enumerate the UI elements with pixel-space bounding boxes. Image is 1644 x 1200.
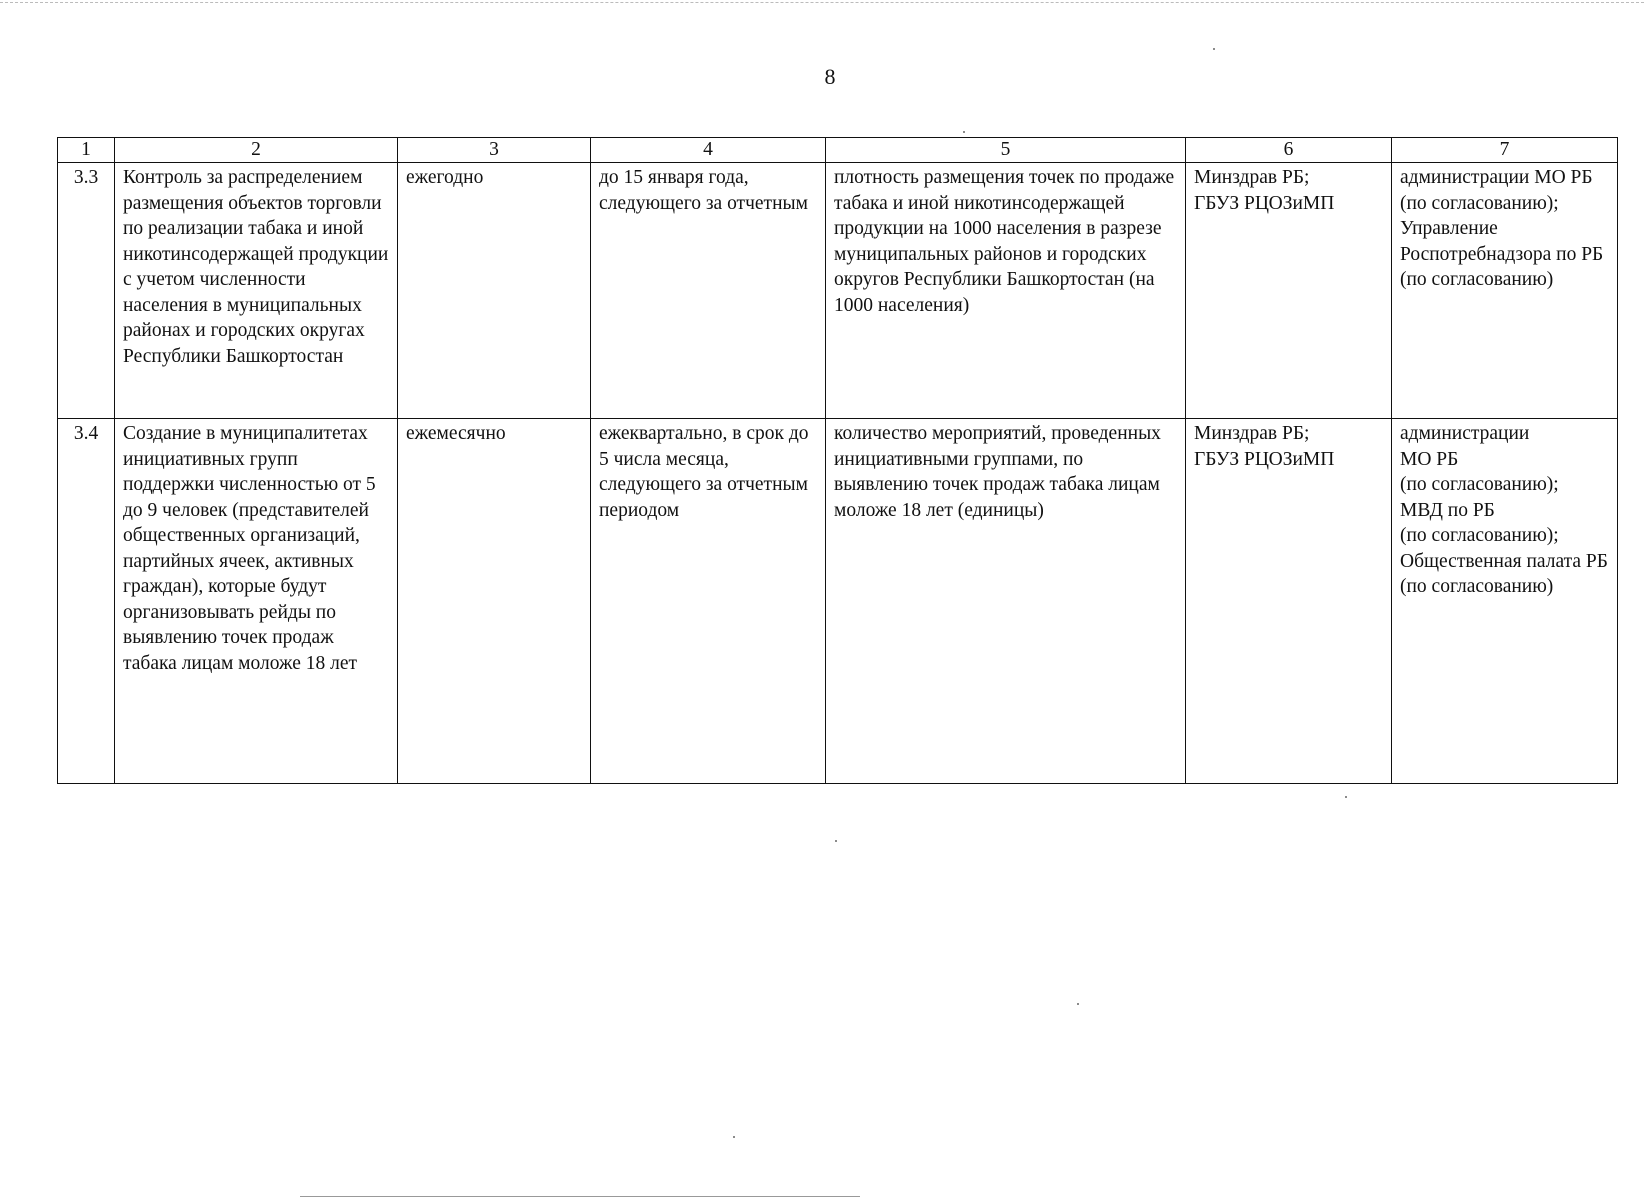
measures-table — [57, 137, 1618, 784]
indicator-cell: плотность размещения точек по продаже табака и иной никотинсодержащей продукции на 1000 населения в разрезе муниципальных районов и городских округов Республики Башкортостан (на 1000 населения) — [826, 163, 1186, 419]
activity-cell: Создание в муниципалитетах инициативных групп поддержки численностью от 5 до 9 человек (представителей общественных организаций, партийных ячеек, активных граждан), которые будут организовывать рейды по выявлению точек продаж табака лицам моложе 18 лет — [115, 419, 398, 784]
executors-cell: Минздрав РБ; ГБУЗ РЦОЗиМП — [1186, 419, 1392, 784]
scan-bottom-edge — [300, 1196, 860, 1197]
column-header-3: 3 — [398, 138, 591, 163]
deadline-cell: до 15 января года, следующего за отчетным — [591, 163, 826, 419]
scan-speck — [1213, 48, 1215, 50]
column-header-5: 5 — [826, 138, 1186, 163]
coexecutors-cell: администрации МО РБ (по согласованию); Управление Роспотребнадзора по РБ (по согласованию) — [1392, 163, 1618, 419]
scan-speck — [733, 1136, 735, 1138]
scan-speck — [835, 840, 837, 842]
row-number-cell: 3.4 — [58, 419, 115, 784]
scan-speck — [1345, 796, 1347, 798]
table-row — [58, 419, 1618, 784]
scan-speck — [963, 131, 965, 133]
column-header-4: 4 — [591, 138, 826, 163]
column-header-1: 1 — [58, 138, 115, 163]
activity-cell: Контроль за распределением размещения объектов торговли по реализации табака и иной никотинсодержащей продукции с учетом численности населения в муниципальных районах и городских округах Республики Башкортостан — [115, 163, 398, 419]
indicator-cell: количество мероприятий, проведенных инициативными группами, по выявлению точек продаж табака лицам моложе 18 лет (единицы) — [826, 419, 1186, 784]
executors-cell: Минздрав РБ; ГБУЗ РЦОЗиМП — [1186, 163, 1392, 419]
column-number-row — [58, 138, 1618, 163]
scan-speck — [1077, 1003, 1079, 1005]
column-header-7: 7 — [1392, 138, 1618, 163]
table-row — [58, 163, 1618, 419]
column-header-6: 6 — [1186, 138, 1392, 163]
row-number-cell: 3.3 — [58, 163, 115, 419]
deadline-cell: ежеквартально, в срок до 5 числа месяца, следующего за отчетным периодом — [591, 419, 826, 784]
periodicity-cell: ежемесячно — [398, 419, 591, 784]
periodicity-cell: ежегодно — [398, 163, 591, 419]
page-number: 8 — [824, 64, 836, 89]
column-header-2: 2 — [115, 138, 398, 163]
coexecutors-cell: администрации МО РБ (по согласованию); МВД по РБ (по согласованию); Общественная палата РБ (по согласованию) — [1392, 419, 1618, 784]
scan-top-edge — [0, 2, 1644, 3]
